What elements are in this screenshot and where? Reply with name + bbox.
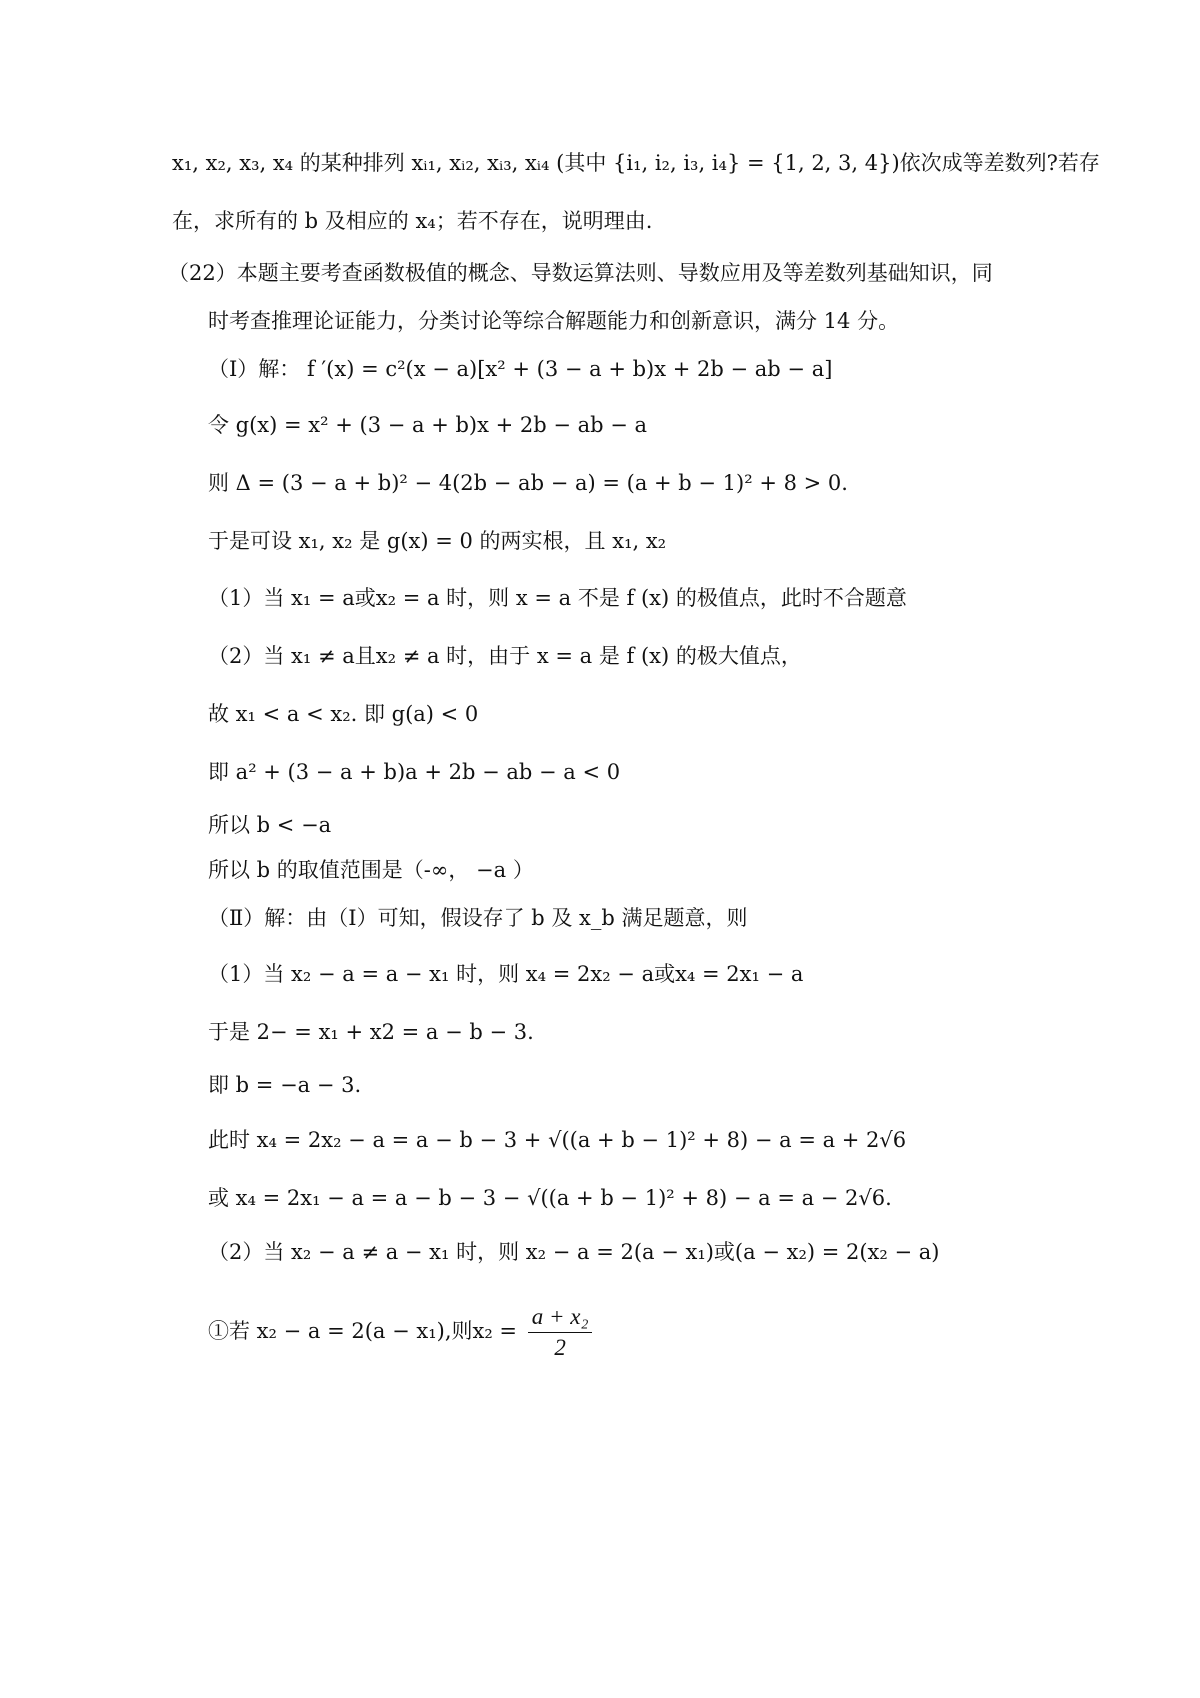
problem-22-header-line-2: 时考查推理论证能力，分类讨论等综合解题能力和创新意识，满分 14 分。: [208, 309, 900, 333]
fraction-denominator: 2: [554, 1335, 566, 1360]
intro-line-2: 在，求所有的 b 及相应的 x₄；若不存在，说明理由.: [172, 209, 653, 233]
part1-inequality: 即 a² + (3 − a + b)a + 2b − ab − a < 0: [208, 760, 621, 784]
part2-subcase-1: [208, 1302, 592, 1363]
part2-case-2: （2）当 x₂ − a ≠ a − x₁ 时，则 x₂ − a = 2(a − x₁)或(a − x₂) = 2(x₂ − a): [208, 1240, 940, 1264]
part2-x4-plus: 此时 x₄ = 2x₂ − a = a − b − 3 + √((a + b − 1)² + 8) − a = a + 2√6: [208, 1128, 907, 1152]
part1-let-g: 令 g(x) = x² + (3 − a + b)x + 2b − ab − a: [208, 413, 648, 437]
part1-case-1: （1）当 x₁ = a或x₂ = a 时，则 x = a 不是 f (x) 的极值点，此时不合题意: [208, 586, 907, 610]
part1-derivative: （Ⅰ）解： f ′(x) = c²(x − a)[x² + (3 − a + b)x + 2b − ab − a]: [208, 357, 833, 381]
part2-case-1: （1）当 x₂ − a = a − x₁ 时，则 x₄ = 2x₂ − a或x₄ = 2x₁ − a: [208, 962, 804, 986]
intro-line-1: x₁, x₂, x₃, x₄ 的某种排列 xᵢ₁, xᵢ₂, xᵢ₃, xᵢ₄ (其中 {i₁, i₂, i₃, i₄} = {1, 2, 3, 4})依次成等差数列?若存: [172, 151, 1100, 175]
part1-range: 所以 b 的取值范围是（-∞， −a ）: [208, 858, 534, 882]
part2-b-value: 即 b = −a − 3.: [208, 1073, 362, 1097]
part1-hence: 故 x₁ < a < x₂. 即 g(a) < 0: [208, 702, 479, 726]
part1-delta: 则 Δ = (3 − a + b)² − 4(2b − ab − a) = (a + b − 1)² + 8 > 0.: [208, 471, 848, 495]
fraction-numerator: a + x₂: [528, 1302, 593, 1333]
part2-subcase-1-prefix: ①若 x₂ − a = 2(a − x₁),则x₂ =: [208, 1319, 518, 1343]
part1-roots: 于是可设 x₁, x₂ 是 g(x) = 0 的两实根，且 x₁, x₂: [208, 529, 667, 553]
part1-case-2: （2）当 x₁ ≠ a且x₂ ≠ a 时，由于 x = a 是 f (x) 的极大值点，: [208, 644, 802, 668]
part2-x4-minus: 或 x₄ = 2x₁ − a = a − b − 3 − √((a + b − 1)² + 8) − a = a − 2√6.: [208, 1186, 892, 1210]
part2-intro: （Ⅱ）解：由（Ⅰ）可知，假设存了 b 及 x_b 满足题意，则: [208, 906, 748, 930]
problem-22-header-line-1: （22）本题主要考查函数极值的概念、导数运算法则、导数应用及等差数列基础知识，同: [168, 261, 993, 285]
fraction: [528, 1302, 593, 1363]
part2-sum: 于是 2− = x₁ + x2 = a − b − 3.: [208, 1020, 534, 1044]
part1-so-b: 所以 b < −a: [208, 813, 332, 837]
